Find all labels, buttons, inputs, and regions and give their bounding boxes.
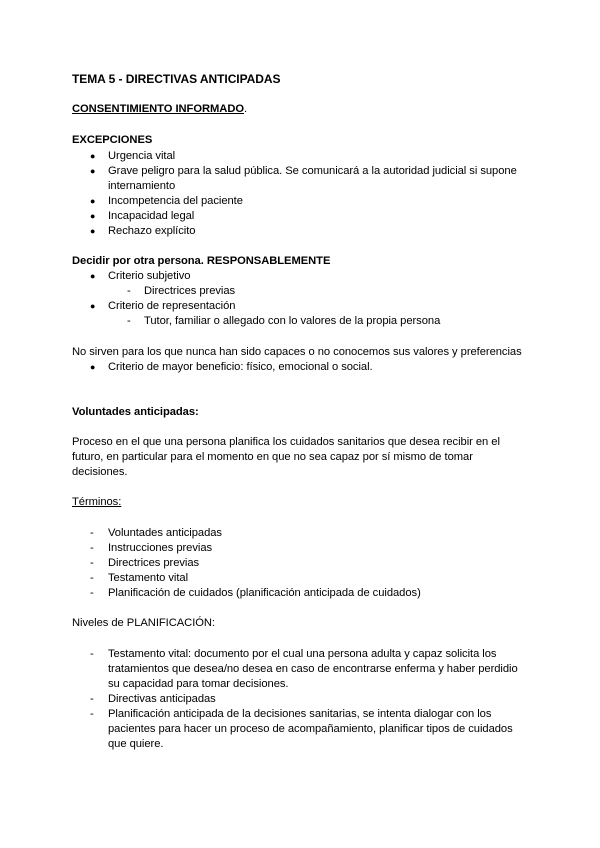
excepciones-heading: EXCEPCIONES [72,134,153,146]
paragraph-line: decisiones. [72,466,128,478]
list-item-continuation: que quiere. [108,738,164,750]
list-item: Criterio de mayor beneficio: físico, emocional o social. [108,361,373,373]
sub-list-item: Tutor, familiar o allegado con lo valores de la propia persona [144,315,441,327]
bullet-icon: ● [90,151,96,161]
list-item-continuation: tratamientos que desea/no desea en caso de encontrarse enferma y haber perdidio [108,663,518,675]
consentimiento-trail: . [244,103,248,115]
dash-icon: - [90,708,94,720]
bullet-icon: ● [90,196,96,206]
decidir-note: No sirven para los que nunca han sido capaces o no conocemos sus valores y preferencias [72,346,522,358]
list-item: Urgencia vital [108,150,176,162]
list-item: Directivas anticipadas [108,693,216,705]
dash-icon: - [90,572,94,584]
dash-icon: - [127,315,131,327]
list-item: Instrucciones previas [108,542,213,554]
list-item: Planificación de cuidados (planificación anticipada de cuidados) [108,587,421,599]
bullet-icon: ● [90,166,96,176]
list-item-continuation: su capacidad para tomar decisiones. [108,678,289,690]
bullet-icon: ● [90,362,96,372]
list-item-continuation: internamiento [108,180,176,192]
dash-icon: - [90,542,94,554]
terminos-heading: Términos: [72,496,122,508]
list-item: Voluntades anticipadas [108,527,222,539]
consentimiento-label: CONSENTIMIENTO INFORMADO [72,103,244,115]
bullet-icon: ● [90,211,96,221]
consentimiento-line [72,102,247,117]
list-item: Testamento vital: documento por el cual una persona adulta y capaz solicita los [108,648,497,660]
list-item: Planificación anticipada de la decisiones sanitarias, se intenta dialogar con los [108,708,492,720]
list-item: Incapacidad legal [108,210,195,222]
list-item: Grave peligro para la salud pública. Se comunicará a la autoridad judicial si supone [108,165,517,177]
dash-icon: - [90,693,94,705]
list-item: Incompetencia del paciente [108,195,243,207]
list-item: Criterio de representación [108,300,236,312]
dash-icon: - [90,527,94,539]
voluntades-heading: Voluntades anticipadas: [72,406,199,418]
dash-icon: - [90,557,94,569]
list-item: Testamento vital [108,572,189,584]
bullet-icon: ● [90,301,96,311]
dash-icon: - [90,648,94,660]
dash-icon: - [90,587,94,599]
list-item: Directrices previas [108,557,200,569]
list-item: Criterio subjetivo [108,270,191,282]
dash-icon: - [127,285,131,297]
bullet-icon: ● [90,271,96,281]
bullet-icon: ● [90,226,96,236]
paragraph-line: futuro, en particular para el momento en que no sea capaz por sí mismo de tomar [72,451,473,463]
decidir-heading: Decidir por otra persona. RESPONSABLEMENTE [72,255,331,267]
list-item: Rechazo explícito [108,225,196,237]
sub-list-item: Directrices previas [144,285,236,297]
page-title: TEMA 5 - DIRECTIVAS ANTICIPADAS [72,72,281,86]
list-item-continuation: pacientes para hacer un proceso de acompañamiento, planificar tipos de cuidados [108,723,513,735]
niveles-heading: Niveles de PLANIFICACIÓN: [72,617,215,629]
paragraph-line: Proceso en el que una persona planifica los cuidados sanitarios que desea recibir en el [72,436,500,448]
